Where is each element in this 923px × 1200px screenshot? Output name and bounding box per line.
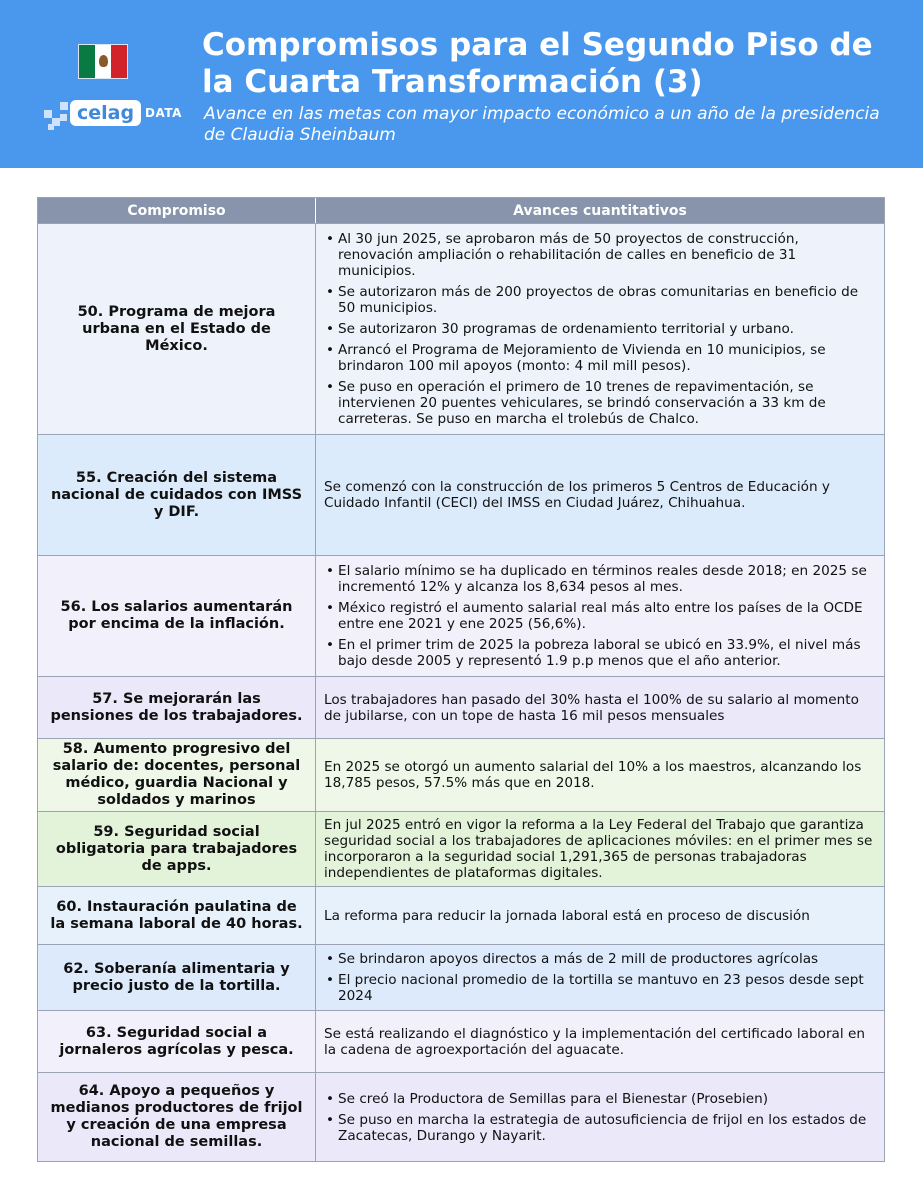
page-subtitle: Avance en las metas con mayor impacto económico a un año de la presidencia de Claudia Sheinbaum [204, 104, 880, 145]
list-item: • El salario mínimo se ha duplicado en términos reales desde 2018; en 2025 se incrementó 12% y alcanza los 8,634 pesos al mes. [324, 563, 874, 595]
progress-cell: Se comenzó con la construcción de los primeros 5 Centros de Educación y Cuidado Infantil (CECI) del IMSS en Ciudad Juárez, Chihuahua. [324, 479, 830, 511]
commitment-cell: 62. Soberanía alimentaria y precio justo de la tortilla. [38, 945, 316, 1010]
table-header [38, 198, 884, 223]
header-banner [0, 0, 923, 168]
bullet-list [324, 229, 874, 429]
list-item: • Arrancó el Programa de Mejoramiento de Vivienda en 10 municipios, se brindaron 100 mil apoyos (monto: 4 mil mill pesos). [324, 342, 874, 374]
progress-cell: En 2025 se otorgó un aumento salarial del 10% a los maestros, alcanzando los 18,785 pesos, 57.5% más que en 2018. [324, 759, 862, 791]
list-item: • Se puso en marcha la estrategia de autosuficiencia de frijol en los estados de Zacatecas, Durango y Nayarit. [324, 1112, 874, 1144]
commitment-cell: 64. Apoyo a pequeños y medianos productores de frijol y creación de una empresa nacional de semillas. [38, 1073, 316, 1161]
list-item: • México registró el aumento salarial real más alto entre los países de la OCDE entre ene 2021 y ene 2025 (56,6%). [324, 600, 874, 632]
table-row [38, 555, 884, 676]
progress-cell: La reforma para reducir la jornada laboral está en proceso de discusión [324, 907, 810, 924]
commitment-cell: 56. Los salarios aumentarán por encima de la inflación. [38, 556, 316, 676]
bullet-list [324, 1089, 874, 1146]
page-title: Compromisos para el Segundo Piso de la Cuarta Transformación (3) [202, 27, 873, 100]
column-header-commitment: Compromiso [38, 198, 316, 223]
progress-cell [316, 556, 884, 676]
logo-suffix: DATA [145, 106, 182, 120]
logo-brand: celag [70, 100, 141, 126]
bullet-list [324, 561, 874, 671]
table-row [38, 811, 884, 886]
commitment-cell: 50. Programa de mejora urbana en el Estado de México. [38, 224, 316, 434]
progress-cell: Los trabajadores han pasado del 30% hasta el 100% de su salario al momento de jubilarse, con un tope de hasta 16 mil pesos mensuales [324, 691, 859, 724]
commitment-cell: 63. Seguridad social a jornaleros agrícolas y pesca. [38, 1011, 316, 1072]
list-item: • Se autorizaron más de 200 proyectos de obras comunitarias en beneficio de 50 municipios. [324, 284, 874, 316]
table-row [38, 434, 884, 555]
commitment-cell: 57. Se mejorarán las pensiones de los trabajadores. [38, 677, 316, 738]
bullet-list [324, 949, 874, 1006]
column-header-progress: Avances cuantitativos [513, 202, 687, 219]
progress-cell [316, 1073, 884, 1161]
commitment-cell: 55. Creación del sistema nacional de cuidados con IMSS y DIF. [38, 435, 316, 555]
list-item: • Se brindaron apoyos directos a más de 2 mill de productores agrícolas [324, 951, 874, 967]
celag-data-logo [44, 96, 184, 132]
table-row [38, 886, 884, 944]
table-row [38, 676, 884, 738]
table-row [38, 738, 884, 811]
progress-cell [316, 945, 884, 1010]
progress-cell: En jul 2025 entró en vigor la reforma a la Ley Federal del Trabajo que garantiza seguridad social a los trabajadores de aplicaciones móviles: en el primer mes se incorporaron a la seguridad social 1,291,365 de personas trabajadoras independientes de plataformas digitales. [324, 817, 873, 881]
table-row [38, 1072, 884, 1161]
table-row [38, 223, 884, 434]
progress-cell [316, 224, 884, 434]
commitments-table [37, 197, 885, 1162]
commitment-cell: 59. Seguridad social obligatoria para trabajadores de apps. [38, 812, 316, 886]
list-item: • Se autorizaron 30 programas de ordenamiento territorial y urbano. [324, 321, 874, 337]
commitment-cell: 60. Instauración paulatina de la semana laboral de 40 horas. [38, 887, 316, 944]
table-row [38, 1010, 884, 1072]
list-item: • En el primer trim de 2025 la pobreza laboral se ubicó en 33.9%, el nivel más bajo desde 2005 y representó 1.9 p.p menos que el año anterior. [324, 637, 874, 669]
list-item: • Se puso en operación el primero de 10 trenes de repavimentación, se intervienen 20 puentes vehiculares, se brindó conservación a 33 km de carreteras. Se puso en marcha el trolebús de Chalco. [324, 379, 874, 427]
list-item: • Al 30 jun 2025, se aprobaron más de 50 proyectos de construcción, renovación ampliación o rehabilitación de calles en beneficio de 31 municipios. [324, 231, 874, 279]
table-row [38, 944, 884, 1010]
list-item: • Se creó la Productora de Semillas para el Bienestar (Prosebien) [324, 1091, 874, 1107]
commitment-cell: 58. Aumento progresivo del salario de: docentes, personal médico, guardia Nacional y soldados y marinos [38, 739, 316, 811]
progress-cell: Se está realizando el diagnóstico y la implementación del certificado laboral en la cadena de agroexportación del aguacate. [324, 1025, 865, 1058]
mexico-flag-icon [78, 44, 128, 79]
list-item: • El precio nacional promedio de la tortilla se mantuvo en 23 pesos desde sept 2024 [324, 972, 874, 1004]
